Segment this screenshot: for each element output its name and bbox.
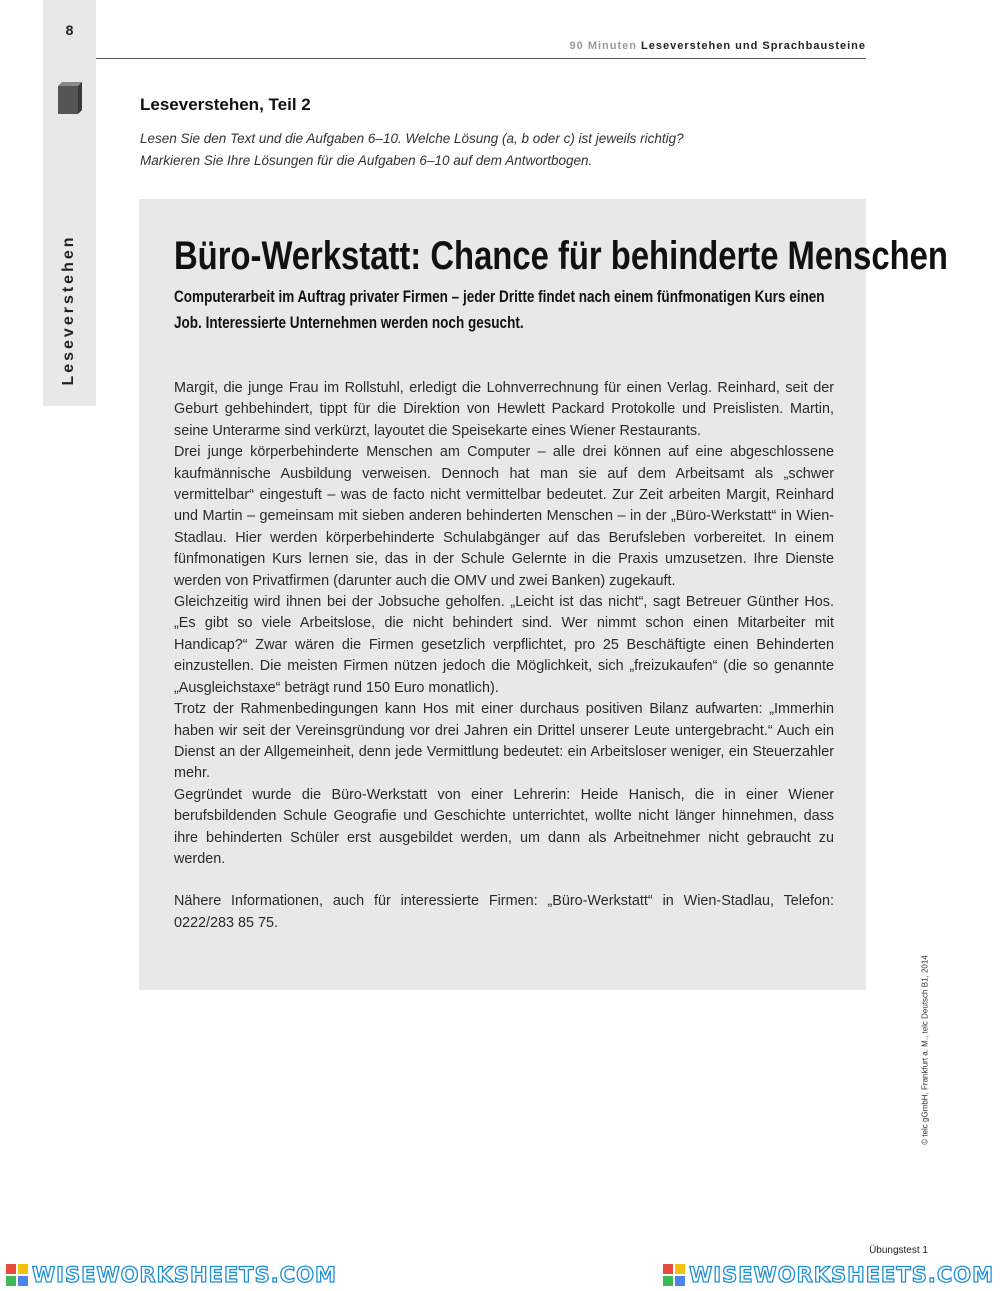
wise-logo-icon bbox=[6, 1264, 28, 1286]
book-icon bbox=[56, 82, 82, 116]
header-time: 90 Minuten bbox=[569, 40, 637, 52]
paragraph-spacer bbox=[174, 870, 834, 891]
article-subheadline bbox=[174, 284, 830, 336]
instructions bbox=[140, 128, 840, 172]
article-paragraph: Drei junge körperbehinderte Menschen am Computer – alle drei können auf eine abgeschlossene kaufmännische Ausbildung verweisen. Dennoch hat man sie auf dem Arbeitsamt als „schwer vermittelbar“ eingestuft – was de facto nicht vermittelbar bedeutet. Zur Zeit arbeiten Margit, Reinhard und Martin – gemeinsam mit sieben anderen behinderten Menschen – in der „Büro-Werkstatt“ in Wien-Stadlau. Hier werden körperbehinderte Schulabgänger auf das Berufsleben vorbereitet. In einem fünfmonatigen Kurs lernen sie, das in der Schule Gelernte in die Praxis umzusetzen. Ihre Dienste werden von Privatfirmen (darunter auch die OMV und zwei Banken) zugekauft. bbox=[174, 444, 834, 589]
article-paragraph: Gegründet wurde die Büro-Werkstatt von einer Lehrerin: Heide Hanisch, die in einer Wiener berufsbildenden Schule Geografie und Geschichte unterrichtet, wollte nicht länger hinnehmen, dass ihre behinderten Schüler erst ausgebildet werden, um dann als Arbeitnehmer nicht gebraucht zu werden. bbox=[174, 786, 834, 867]
article-body bbox=[174, 378, 834, 934]
instruction-line: Lesen Sie den Text und die Aufgaben 6–10. Welche Lösung (a, b oder c) ist jeweils richtig? bbox=[140, 131, 684, 146]
side-section-label: Leseverstehen bbox=[60, 234, 77, 386]
watermark-group bbox=[6, 1263, 337, 1287]
copyright-notice: © telc gGmbH, Frankfurt a. M., telc Deutsch B1, 2014 bbox=[920, 955, 930, 1145]
wise-logo-icon bbox=[663, 1264, 685, 1286]
section-title: Leseverstehen, Teil 2 bbox=[140, 95, 311, 114]
watermark-group bbox=[663, 1263, 994, 1287]
subheadline-line: Job. Interessierte Unternehmen werden noch gesucht. bbox=[174, 314, 524, 332]
header-rule bbox=[96, 58, 866, 59]
article-contact: Nähere Informationen, auch für interessierte Firmen: „Büro-Werkstatt“ in Wien-Stadlau, Telefon: 0222/283 85 75. bbox=[174, 893, 834, 931]
article-paragraph: Trotz der Rahmenbedingungen kann Hos mit einer durchaus positiven Bilanz aufwarten: „Immerhin haben wir seit der Vereinsgründung vor drei Jahren ein Drittel unserer Leute untergebracht.“ Auch ein Dienst an der Allgemeinheit, denn jede Vermittlung bedeutet: ein Arbeitsloser weniger, ein Steuerzahler mehr. bbox=[174, 701, 834, 782]
subheadline-line: Computerarbeit im Auftrag privater Firmen – jeder Dritte findet nach einem fünfmonatigen Kurs einen bbox=[174, 288, 825, 306]
instruction-line: Markieren Sie Ihre Lösungen für die Aufgaben 6–10 auf dem Antwortbogen. bbox=[140, 153, 593, 168]
page-number: 8 bbox=[65, 22, 74, 38]
header-title: Leseverstehen und Sprachbausteine bbox=[641, 40, 866, 52]
article-paragraph: Gleichzeitig wird ihnen bei der Jobsuche geholfen. „Leicht ist das nicht“, sagt Betreuer Günther Hos. „Es gibt so viele Arbeitslose, die nicht behindert sind. Wer nimmt schon einen Mitarbeiter mit Handicap?“ Zwar wären die Firmen gesetzlich verpflichtet, pro 25 Beschäftigte einen Behinderten einzustellen. Die meisten Firmen nützen jedoch die Möglichkeit, sich „freizukaufen“ (die so genannte „Ausgleichstaxe“ beträgt rund 150 Euro monatlich). bbox=[174, 594, 834, 696]
watermark-text: WISEWORKSHEETS.COM bbox=[32, 1262, 337, 1287]
footer-label: Übungstest 1 bbox=[869, 1245, 928, 1256]
watermark-text: WISEWORKSHEETS.COM bbox=[689, 1262, 994, 1287]
article-headline: Büro-Werkstatt: Chance für behinderte Menschen bbox=[174, 234, 948, 278]
running-header bbox=[570, 40, 866, 52]
article-paragraph: Margit, die junge Frau im Rollstuhl, erledigt die Lohnverrechnung für einen Verlag. Reinhard, seit der Geburt gehbehindert, tippt für die Direktion von Hewlett Packard Protokolle und Preislisten. Martin, seine Unterarme sind verkürzt, layoutet die Speisekarte eines Wiener Restaurants. bbox=[174, 380, 834, 439]
watermark-banner bbox=[0, 1258, 1000, 1291]
